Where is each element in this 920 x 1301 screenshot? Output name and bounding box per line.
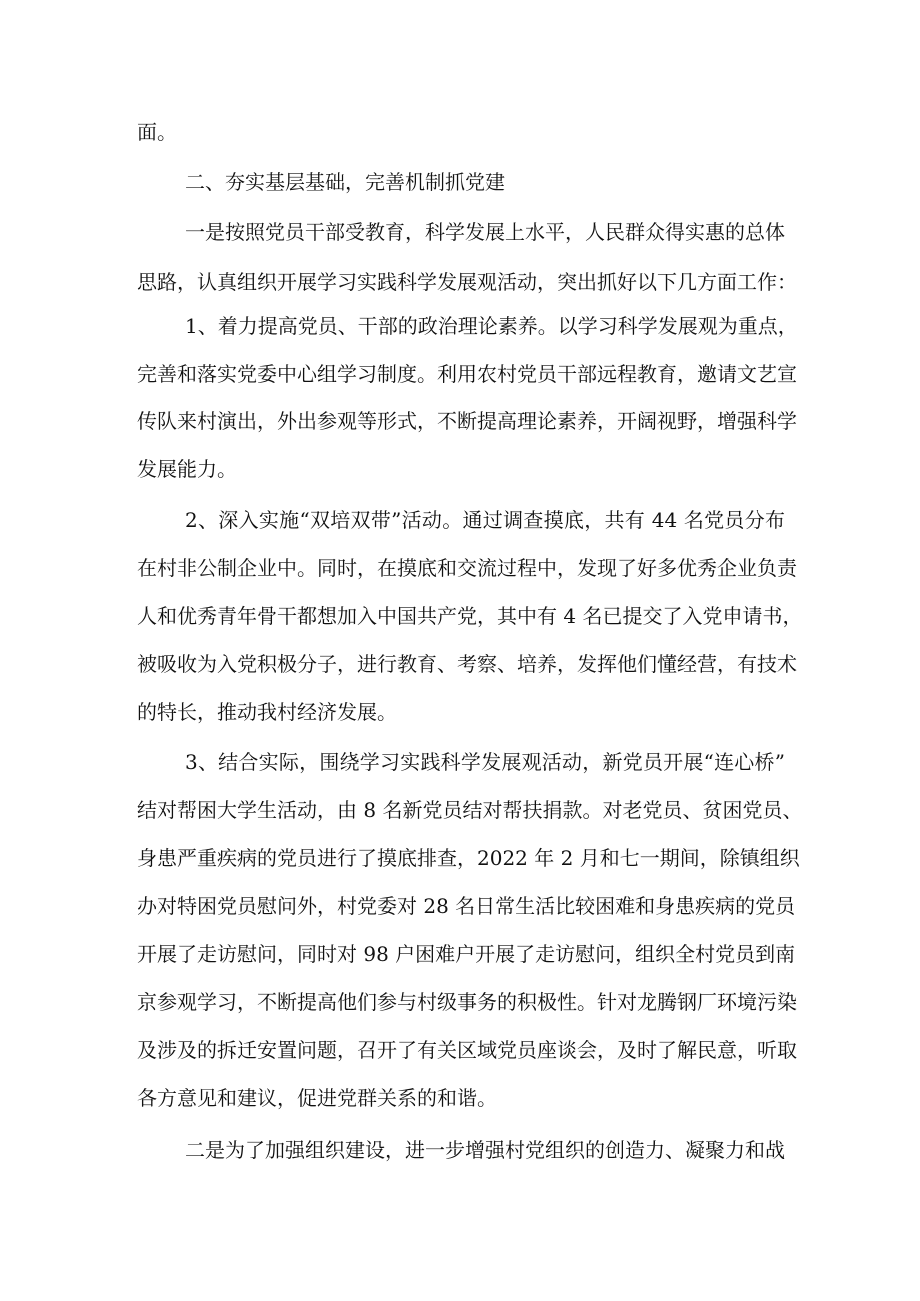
text-line: 身患严重疾病的党员进行了摸底排查，2022 年 2 月和七一期间，除镇组织 [137,846,800,870]
section-heading: 二、夯实基层基础，完善机制抓党建 [185,170,505,194]
text-line: 3、结合实际，围绕学习实践科学发展观活动，新党员开展“连心桥” [185,750,785,774]
text-line: 开展了走访慰问，同时对 98 户困难户开展了走访慰问，组织全村党员到南 [137,942,796,966]
text-line: 的特长，推动我村经济发展。 [137,700,397,724]
text-line: 思路，认真组织开展学习实践科学发展观活动，突出抓好以下几方面工作： [137,270,797,294]
text-line: 一是按照党员干部受教育，科学发展上水平，人民群众得实惠的总体 [185,220,785,244]
text-line: 1、着力提高党员、干部的政治理论素养。以学习科学发展观为重点， [185,314,798,338]
text-line: 完善和落实党委中心组学习制度。利用农村党员干部远程教育，邀请文艺宣 [137,362,797,386]
text-line: 及涉及的拆迁安置问题，召开了有关区域党员座谈会，及时了解民意，听取 [137,1038,797,1062]
text-line: 传队来村演出，外出参观等形式，不断提高理论素养，开阔视野，增强科学 [137,409,797,433]
text-line: 办对特困党员慰问外，村党委对 28 名日常生活比较困难和身患疾病的党员 [137,894,796,918]
text-line: 面。 [137,120,177,144]
text-line: 各方意见和建议，促进党群关系的和谐。 [137,1086,497,1110]
text-line: 在村非公制企业中。同时，在摸底和交流过程中，发现了好多优秀企业负责 [137,556,797,580]
text-line: 发展能力。 [137,457,237,481]
text-line: 二是为了加强组织建设，进一步增强村党组织的创造力、凝聚力和战 [185,1138,785,1162]
text-line: 被吸收为入党积极分子，进行教育、考察、培养，发挥他们懂经营，有技术 [137,652,797,676]
text-line: 2、深入实施“双培双带”活动。通过调查摸底，共有 44 名党员分布 [185,508,785,532]
text-line: 京参观学习，不断提高他们参与村级事务的积极性。针对龙腾钢厂环境污染 [137,990,797,1014]
text-line: 结对帮困大学生活动，由 8 名新党员结对帮扶捐款。对老党员、贫困党员、 [137,798,803,822]
text-line: 人和优秀青年骨干都想加入中国共产党，其中有 4 名已提交了入党申请书， [137,604,803,628]
